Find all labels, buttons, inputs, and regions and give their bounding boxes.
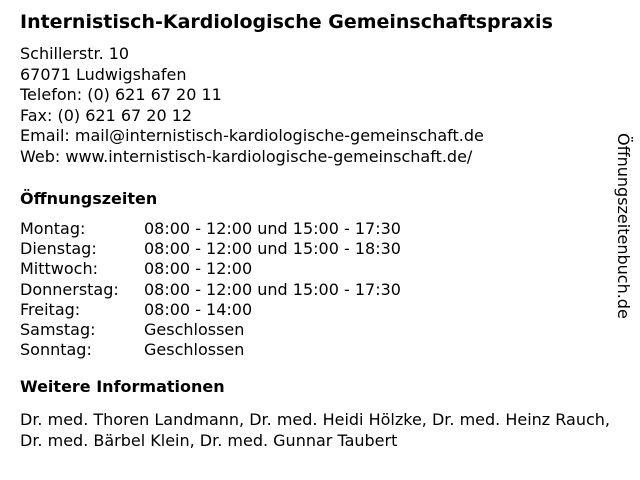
hours-row <box>20 300 615 320</box>
brand-watermark: Öffnungszeitenbuch.de <box>614 133 633 319</box>
day-label: Freitag: <box>20 299 81 319</box>
hours-row <box>20 259 615 279</box>
hours-row <box>20 340 615 360</box>
day-label: Mittwoch: <box>20 259 98 279</box>
hours-row <box>20 219 615 239</box>
hours-row <box>20 280 615 300</box>
phone: Telefon: (0) 621 67 20 11 <box>20 85 222 104</box>
time-value: Geschlossen <box>144 340 245 360</box>
time-value: Geschlossen <box>144 320 245 340</box>
doctors-list: Dr. med. Thoren Landmann, Dr. med. Heidi Hölzke, Dr. med. Heinz Rauch, Dr. med. Bärbel Klein, Dr. med. Gunnar Taubert <box>20 410 610 451</box>
further-info-heading: Weitere Informationen <box>20 377 225 397</box>
opening-hours-heading: Öffnungszeiten <box>20 189 158 208</box>
day-label: Dienstag: <box>20 239 97 259</box>
address-block <box>20 44 615 167</box>
fax: Fax: (0) 621 67 20 12 <box>20 105 193 125</box>
opening-hours-table <box>20 219 615 360</box>
time-value: 08:00 - 12:00 und 15:00 - 17:30 <box>144 219 401 238</box>
practice-name: Internistisch-Kardiologische Gemeinschaftspraxis <box>20 11 553 33</box>
day-label: Sonntag: <box>20 340 92 360</box>
hours-row <box>20 320 615 340</box>
content <box>20 10 615 451</box>
day-label: Donnerstag: <box>20 279 119 299</box>
time-value: 08:00 - 14:00 <box>144 299 253 319</box>
city: 67071 Ludwigshafen <box>20 64 187 84</box>
hours-row <box>20 239 615 259</box>
website: Web: www.internistisch-kardiologische-gemeinschaft.de/ <box>20 146 473 166</box>
day-label: Montag: <box>20 219 86 238</box>
time-value: 08:00 - 12:00 <box>144 259 253 279</box>
day-label: Samstag: <box>20 320 96 340</box>
time-value: 08:00 - 12:00 und 15:00 - 18:30 <box>144 239 401 259</box>
time-value: 08:00 - 12:00 und 15:00 - 17:30 <box>144 279 401 299</box>
email: Email: mail@internistisch-kardiologische-gemeinschaft.de <box>20 126 484 145</box>
street: Schillerstr. 10 <box>20 44 130 63</box>
